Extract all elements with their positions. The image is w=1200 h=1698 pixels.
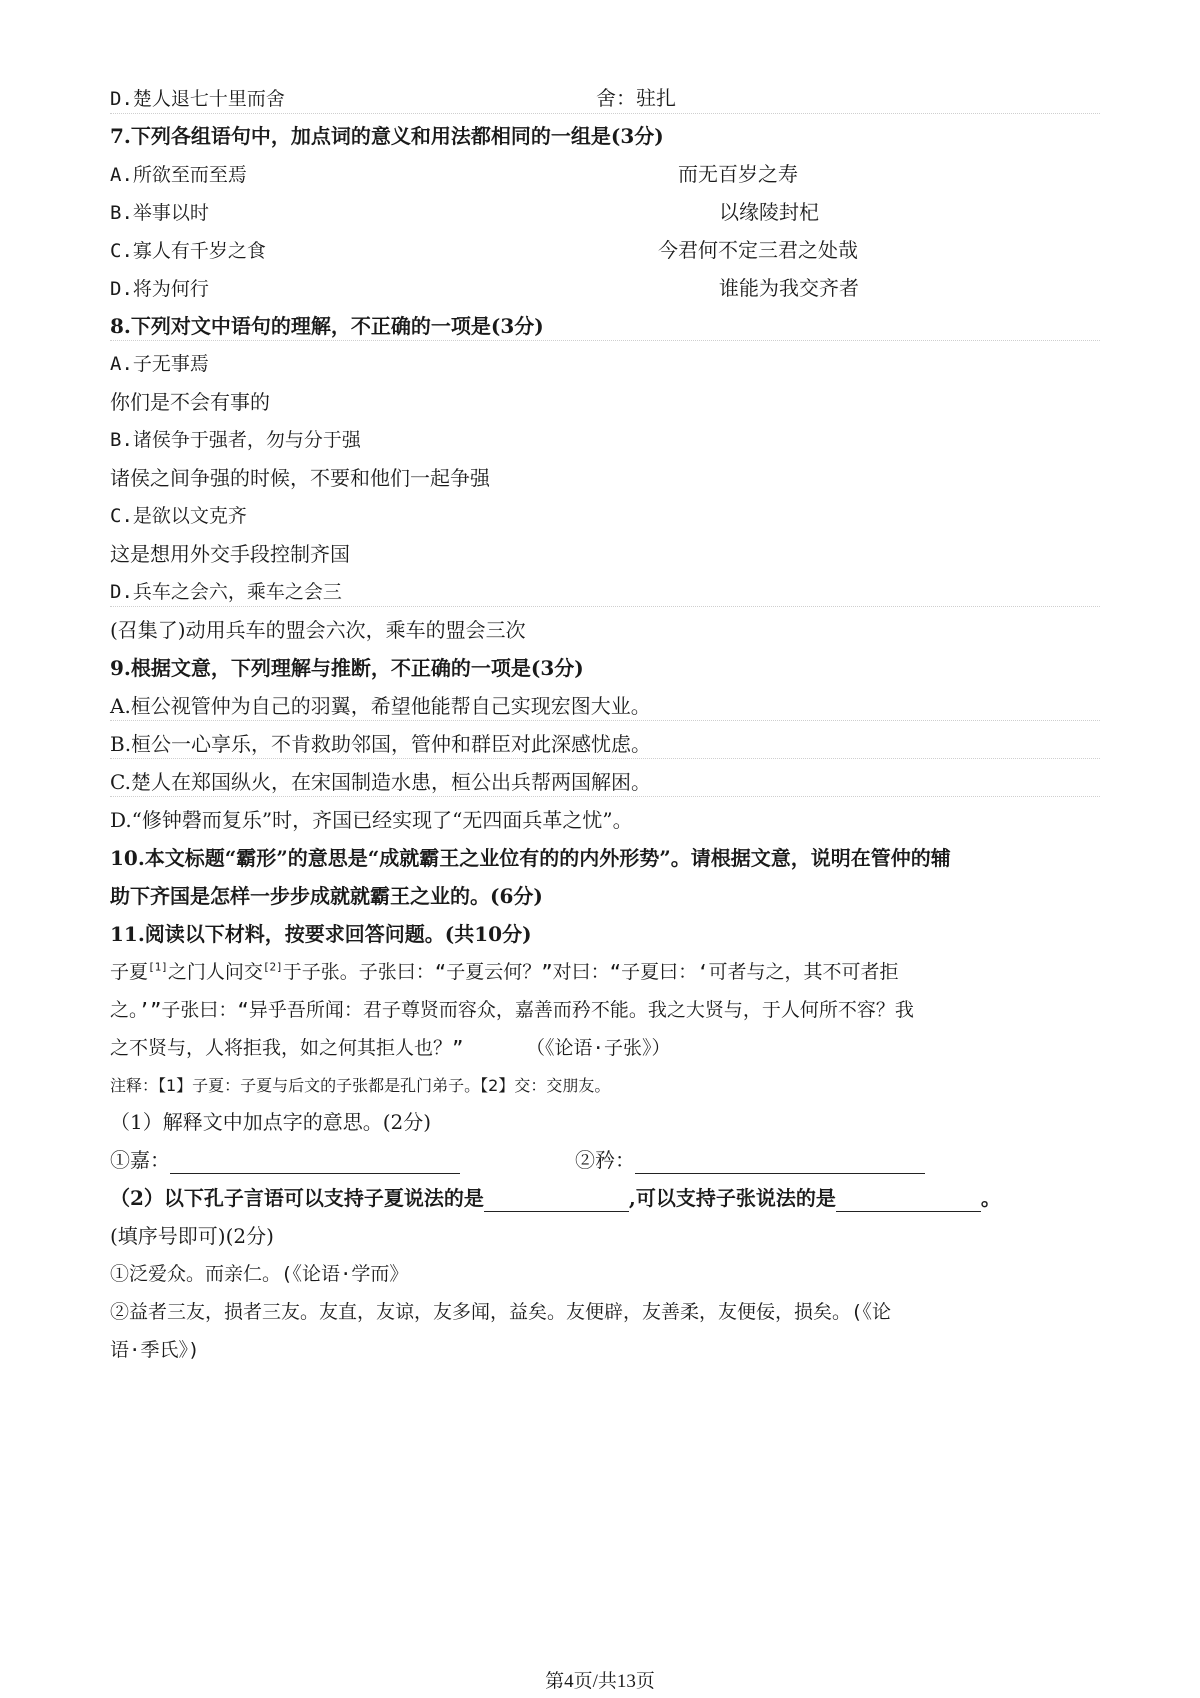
passage-source: （《论语·子张》）	[526, 1037, 671, 1059]
q11-footnote: 注释：【1】子夏：子夏与后文的子张都是孔门弟子。【2】交：交朋友。	[110, 1076, 611, 1095]
passage-text: 之门人问交	[167, 961, 263, 983]
q11-sub2-line2: (填序号即可)(2分)	[110, 1224, 274, 1248]
page-number: 第4页/共13页	[545, 1671, 655, 1692]
q8-option-b: B.诸侯争于强者，勿与分于强	[110, 429, 361, 451]
q10-stem-line2: 助下齐国是怎样一步步成就就霸王之业的。(6分)	[110, 884, 543, 908]
q9-option-b: B.桓公一心享乐，不肯救助邻国，管仲和群臣对此深感忧虑。	[110, 730, 1100, 759]
blank1-label: ①嘉：	[110, 1148, 170, 1172]
q6-option-d	[110, 84, 1100, 114]
q6-option-d-gloss: 舍：驻扎	[596, 86, 676, 110]
q8-stem: 8.下列对文中语句的理解，不正确的一项是(3分)	[110, 312, 1100, 341]
q7-option-d	[110, 274, 1100, 303]
answer-blank-3[interactable]	[484, 1189, 629, 1212]
q9-option-d: D.“修钟磬而复乐”时，齐国已经实现了“无四面兵革之忧”。	[110, 808, 633, 832]
answer-blank-2[interactable]	[635, 1151, 925, 1174]
q6-option-d-text: D.楚人退七十里而舍	[110, 88, 285, 110]
footnote-marker-1: [1]	[148, 960, 168, 974]
q8-option-a-meaning: 你们是不会有事的	[110, 390, 270, 414]
q7-stem: 7.下列各组语句中，加点词的意义和用法都相同的一组是(3分)	[110, 124, 664, 148]
sub2-text: （2）以下孔子言语可以支持子夏说法的是	[110, 1186, 484, 1210]
sub2-text: 。	[980, 1186, 1001, 1210]
q11-passage-line3	[110, 1034, 1100, 1062]
q11-quote2-line2: 语·季氏》)	[110, 1339, 200, 1361]
q7-option-a-left: A.所欲至而至焉	[110, 164, 247, 186]
blank2-label: ②矜：	[575, 1148, 635, 1172]
q7-option-d-left: D.将为何行	[110, 278, 209, 300]
q7-option-a	[110, 160, 1100, 189]
q8-option-b-meaning: 诸侯之间争强的时候，不要和他们一起争强	[110, 466, 490, 490]
q7-option-b-left: B.举事以时	[110, 202, 209, 224]
passage-text: 之不贤与，人将拒我，如之何其拒人也？”	[110, 1037, 464, 1059]
q11-sub2	[110, 1184, 1100, 1212]
q7-option-a-right: 而无百岁之寿	[678, 162, 798, 186]
q11-quote1: ①泛爱众。而亲仁。(《论语·学而》	[110, 1263, 409, 1285]
passage-text: 于子张。子张曰：“子夏云何？”对曰：“子夏曰：‘可者与之，其不可者拒	[282, 961, 899, 983]
q11-stem: 11.阅读以下材料，按要求回答问题。(共10分)	[110, 922, 532, 946]
q7-option-b	[110, 198, 1100, 227]
q8-option-c: C.是欲以文克齐	[110, 505, 247, 527]
q7-option-d-right: 谁能为我交齐者	[719, 276, 859, 300]
q9-option-a: A.桓公视管仲为自己的羽翼，希望他能帮自己实现宏图大业。	[110, 692, 1100, 721]
q10-stem-line1: 10.本文标题“霸形”的意思是“成就霸王之业位有的的内外形势”。请根据文意，说明在管仲的辅	[110, 846, 951, 870]
q11-quote2-line1: ②益者三友，损者三友。友直，友谅，友多闻，益矣。友便辟，友善柔，友便佞，损矣。(《论	[110, 1301, 891, 1323]
q11-blanks-row	[110, 1146, 1100, 1174]
q11-passage-line2: 之。’”子张曰：“异乎吾所闻：君子尊贤而容众，嘉善而矜不能。我之大贤与，于人何所不容？我	[110, 999, 914, 1021]
q7-option-b-right: 以缘陵封杞	[719, 200, 819, 224]
passage-text: 子夏	[110, 961, 149, 983]
q11-passage-line1	[110, 958, 1100, 986]
q7-option-c	[110, 236, 1100, 265]
q8-option-d-meaning: (召集了)动用兵车的盟会六次，乘车的盟会三次	[110, 618, 526, 642]
sub2-text: ,可以支持子张说法的是	[628, 1186, 836, 1210]
q7-option-c-left: C.寡人有千岁之食	[110, 240, 266, 262]
q7-option-c-right: 今君何不定三君之处哉	[658, 238, 858, 262]
q8-option-a: A.子无事焉	[110, 353, 209, 375]
q11-sub1: （1）解释文中加点字的意思。(2分)	[110, 1110, 432, 1134]
q8-option-c-meaning: 这是想用外交手段控制齐国	[110, 542, 350, 566]
q9-option-c: C.楚人在郑国纵火，在宋国制造水患，桓公出兵帮两国解困。	[110, 768, 1100, 797]
q8-option-d: D.兵车之会六，乘车之会三	[110, 578, 1100, 607]
footnote-marker-2: [2]	[262, 960, 283, 974]
q9-stem: 9.根据文意，下列理解与推断，不正确的一项是(3分)	[110, 656, 584, 680]
answer-blank-1[interactable]	[170, 1151, 460, 1174]
answer-blank-4[interactable]	[836, 1189, 981, 1212]
